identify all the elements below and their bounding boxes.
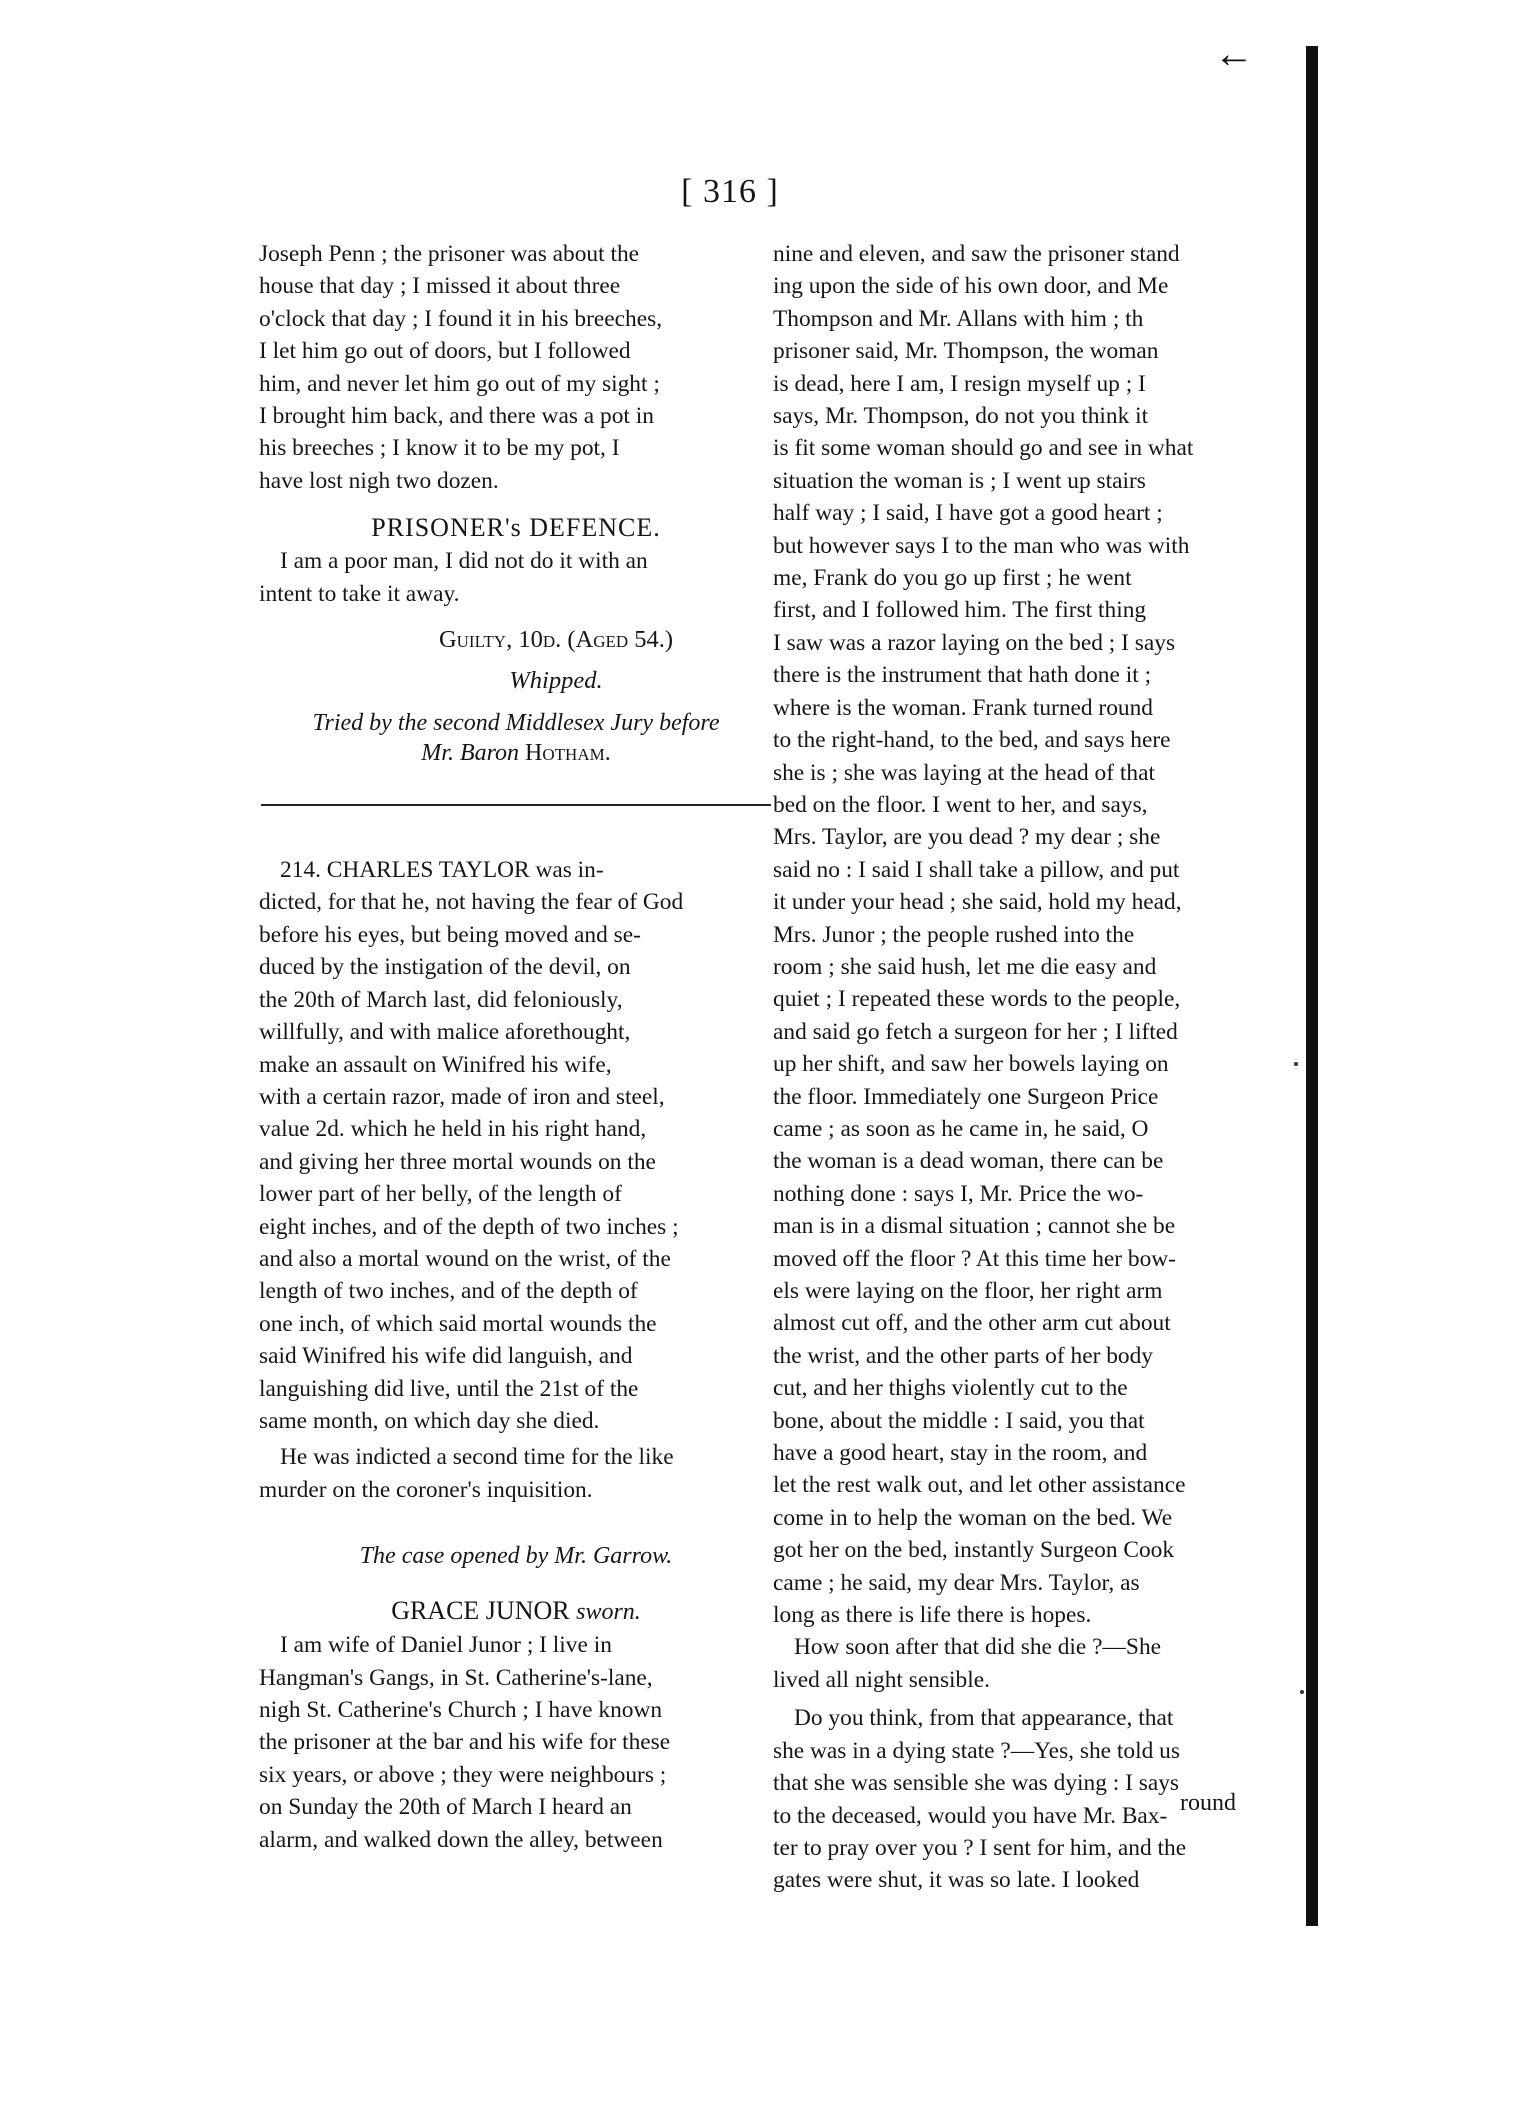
text-line: prisoner said, Mr. Thompson, the woman [773,338,1159,365]
witness-heading [259,1594,773,1629]
text-line: and giving her three mortal wounds on the [259,1148,656,1175]
text-line: Tried by the second Middlesex Jury before [312,710,720,737]
text-line: the wrist, and the other parts of her body [773,1342,1153,1369]
text-line: came ; as soon as he came in, he said, O [773,1115,1149,1142]
text-line: him, and never let him go out of my sight ; [259,370,660,397]
text-line: the prisoner at the bar and his wife for these [259,1729,671,1756]
text-line: nigh St. Catherine's Church ; I have known [259,1697,663,1723]
text-line: ter to pray over you ? I sent for him, and the [773,1834,1187,1861]
text-line: I am wife of Daniel Junor ; I live in [280,1632,612,1659]
catchword: round [1180,1790,1236,1816]
text-line: willfully, and with malice aforethought, [259,1019,631,1046]
text-line: intent to take it away. [259,580,460,607]
text-line: she was in a dying state ?—Yes, she told us [773,1737,1180,1764]
text-line: o'clock that day ; I found it in his breeches, [259,305,663,332]
text-line: I brought him back, and there was a pot in [259,403,654,430]
text-line: said no : I said I shall take a pillow, and put [773,856,1180,883]
text-line: dicted, for that he, not having the fear of God [259,889,684,916]
text-line: man is in a dismal situation ; cannot she be [773,1213,1176,1240]
verdict: Guilty, 10d. (Aged 54.) [438,626,674,654]
text-line: long as there is life there is hopes. [773,1602,1092,1629]
text-line [259,738,773,768]
text-line: before his eyes, but being moved and se- [259,921,641,948]
defence-heading: PRISONER's DEFENCE. [371,513,661,543]
text-line: his breeches ; I know it to be my pot, I [259,435,620,462]
text-line: came ; he said, my dear Mrs. Taylor, as [773,1569,1140,1596]
trial-note-text: Mr. Baron [421,740,520,767]
text-line: I am a poor man, I did not do it with an [280,548,648,575]
text-line: situation the woman is ; I went up stairs [773,467,1146,494]
text-line: eight inches, and of the depth of two inches ; [259,1213,679,1240]
text-line: alarm, and walked down the alley, between [259,1826,663,1853]
text-line: Joseph Penn ; the prisoner was about the [259,241,640,267]
text-line: room ; she said hush, let me die easy and [773,953,1157,980]
text-line: that she was sensible she was dying : I says [773,1770,1180,1797]
text-line: Do you think, from that appearance, that [794,1705,1174,1732]
text-line: nothing done : says I, Mr. Price the wo- [773,1180,1144,1207]
text-line: says, Mr. Thompson, do not you think it [773,403,1149,430]
text-line: He was indicted a second time for the like [280,1444,674,1471]
text-line: where is the woman. Frank turned round [773,694,1154,721]
text-line: I saw was a razor laying on the bed ; I says [773,629,1176,656]
text-line: duced by the instigation of the devil, on [259,954,631,981]
testimony-continued-paragraph [773,238,1299,1631]
text-line: make an assault on Winifred his wife, [259,1051,612,1078]
text-line: me, Frank do you go up first ; he went [773,565,1132,592]
text-line: ing upon the side of his own door, and Me [773,273,1169,300]
text-line: the woman is a dead woman, there can be [773,1148,1164,1175]
text-line: come in to help the woman on the bed. We [773,1504,1173,1531]
indictment-paragraph [259,854,773,1437]
text-line: she is ; she was laying at the head of that [773,759,1155,786]
text-line: bed on the floor. I went to her, and says, [773,791,1148,818]
text-line: let the rest walk out, and let other assistance [773,1472,1186,1499]
punishment: Whipped. [509,667,603,695]
text-line: quiet ; I repeated these words to the people, [773,986,1181,1013]
judge-name: Hotham. [525,740,611,767]
witness-sworn: sworn. [576,1599,641,1626]
text-line: got her on the bed, instantly Surgeon Cook [773,1537,1175,1564]
text-line: the floor. Immediately one Surgeon Price [773,1083,1159,1110]
witness-name: GRACE JUNOR [391,1596,570,1626]
text-line: How soon after that did she die ?—She [794,1634,1162,1661]
text-line: nine and eleven, and saw the prisoner stand [773,241,1180,267]
text-line: moved off the floor ? At this time her bow- [773,1245,1176,1272]
left-column [259,238,773,1856]
text-line: house that day ; I missed it about three [259,273,621,300]
second-indictment-paragraph [259,1441,773,1506]
ink-speck [1300,1690,1304,1694]
text-line: Mrs. Taylor, are you dead ? my dear ; she [773,824,1161,851]
text-line: there is the instrument that hath done it ; [773,662,1152,689]
text-line: have a good heart, stay in the room, and [773,1440,1148,1467]
page-number: [ 316 ] [681,173,779,210]
text-line: it under your head ; she said, hold my head, [773,889,1182,916]
text-line: is fit some woman should go and see in what [773,435,1194,462]
text-line: six years, or above ; they were neighbours ; [259,1761,667,1788]
text-line: with a certain razor, made of iron and steel, [259,1083,665,1110]
text-line: length of two inches, and of the depth of [259,1278,638,1305]
text-line: to the deceased, would you have Mr. Bax- [773,1802,1168,1829]
text-line: have lost nigh two dozen. [259,467,499,494]
page-binding-edge [1306,46,1318,1926]
case-opened-note: The case opened by Mr. Garrow. [359,1543,673,1570]
text-line: lived all night sensible. [773,1666,990,1693]
text-line: one inch, of which said mortal wounds the [259,1310,657,1337]
text-line: on Sunday the 20th of March I heard an [259,1794,632,1821]
text-line: is dead, here I am, I resign myself up ; I [773,370,1146,397]
text-line: els were laying on the floor, her right arm [773,1278,1163,1304]
text-line: 214. CHARLES TAYLOR was in- [280,857,604,884]
text-line: I let him go out of doors, but I followed [259,338,631,365]
testimony-paragraph [259,1629,773,1856]
text-line: up her shift, and saw her bowels laying on [773,1051,1169,1078]
text-line: Hangman's Gangs, in St. Catherine's-lane, [259,1664,653,1691]
text-line: first, and I followed him. The first thing [773,597,1147,624]
text-line: lower part of her belly, of the length of [259,1181,622,1208]
text-line: languishing did live, until the 21st of the [259,1375,639,1402]
text-line: and said go fetch a surgeon for her ; I lifted [773,1018,1178,1045]
text-line: Mrs. Junor ; the people rushed into the [773,921,1135,948]
margin-mark-icon: ← [1214,31,1254,76]
text-line: almost cut off, and the other arm cut about [773,1310,1171,1337]
right-column [773,238,1299,1897]
text-line: to the right-hand, to the bed, and says here [773,727,1171,754]
text-line: half way ; I said, I have got a good heart ; [773,500,1163,527]
text-line: Thompson and Mr. Allans with him ; th [773,305,1144,332]
text-line: value 2d. which he held in his right hand, [259,1116,647,1143]
opening-paragraph [259,238,773,497]
text-line: same month, on which day she died. [259,1407,600,1434]
section-divider [261,804,771,806]
text-line: cut, and her thighs violently cut to the [773,1375,1128,1402]
question-paragraph [773,1631,1299,1696]
trial-note [259,708,773,768]
text-line: murder on the coroner's inquisition. [259,1476,593,1503]
text-line: but however says I to the man who was with [773,532,1190,559]
text-line: said Winifred his wife did languish, and [259,1343,633,1370]
text-line: the 20th of March last, did feloniously, [259,986,623,1013]
text-line: gates were shut, it was so late. I looked [773,1867,1140,1894]
text-line: and also a mortal wound on the wrist, of the [259,1245,671,1272]
defence-paragraph [259,545,773,610]
text-line: bone, about the middle : I said, you that [773,1407,1145,1434]
